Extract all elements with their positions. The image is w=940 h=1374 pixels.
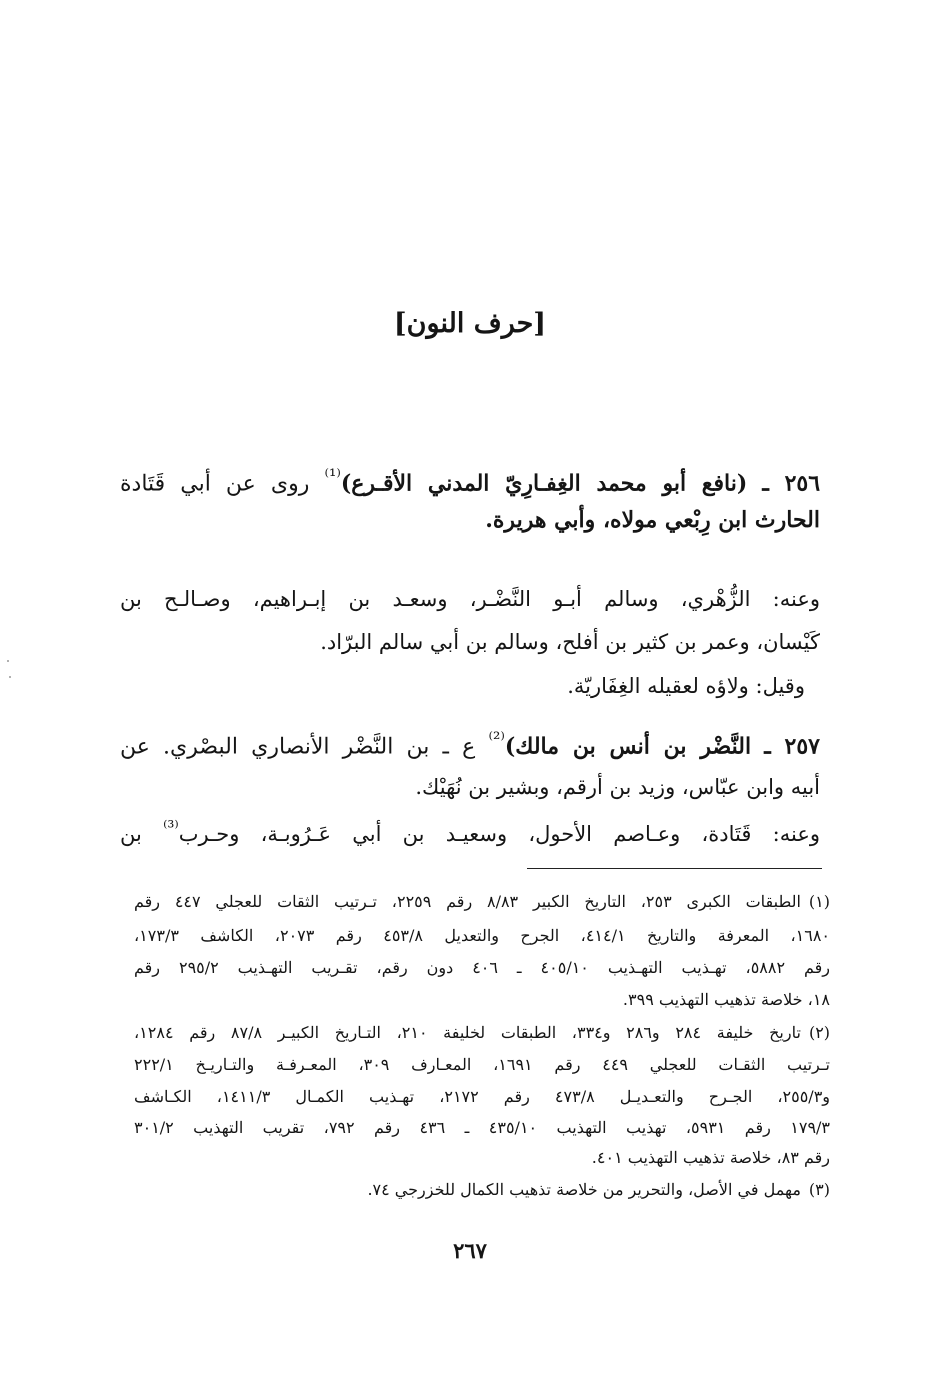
footnote-2-line-5: رقم ٨٣، خلاصة تذهيب التهذيب ٤٠١. [591, 1148, 830, 1167]
footnote-1-line-3: رقم ٥٨٨٢، تهـذيب التهـذيب ٤٠٥/١٠ ـ ٤٠٦ دون رقم، تقـريب التهـذيب ٢٩٥/٢ رقم [134, 958, 831, 977]
footnote-1-mark: (١) [808, 892, 831, 911]
entry-256-name: (نافع أبو محمد الغِفـارِيّ المدني الأقـرع) [340, 470, 748, 497]
footnote-2-mark: (٢) [808, 1023, 831, 1042]
footnote-separator [527, 868, 822, 869]
scan-speck [7, 660, 9, 662]
scan-speck [9, 676, 11, 678]
entry-256-line-5: وقيل: ولاؤه لعقيله الغِفَاريّة. [567, 674, 805, 698]
entry-256-text: روى عن أبي قَتَادة [120, 471, 310, 497]
entry-256-line-1 [120, 466, 820, 496]
entry-256-number: ٢٥٦ ـ [762, 470, 821, 497]
entry-257-line-3-text: وعنه: قَتَادة، وعـاصم الأحول، وسعيـد بن أبي عَـرُوبـة، وحـرب [178, 822, 820, 846]
entry-257-line-3-end: بن [120, 822, 142, 846]
footnote-ref-3: ⁽³⁾ [163, 818, 179, 838]
footnote-2-text-1: تاريخ خليفة ٢٨٤ و٢٨٦ و٣٣٤، الطبقات لخليفة ٢١٠، التـاريخ الكبيـر ٨٧/٨ رقم ١٢٨٤، [134, 1023, 801, 1042]
footnote-3-text-1: مهمل في الأصل، والتحرير من خلاصة تذهيب الكمال للخزرجي ٧٤. [367, 1180, 801, 1199]
entry-256-line-2: الحارث ابن رِبْعي مولاه، وأبي هريرة. [485, 507, 820, 533]
footnote-ref-1: ⁽¹⁾ [324, 466, 341, 487]
entry-257-line-1 [120, 729, 820, 759]
footnote-2-line-4: ١٧٩/٣ رقم ٥٩٣١، تهذيب التهذيب ٤٣٥/١٠ ـ ٤٣٦ رقم ٧٩٢، تقريب التهذيب ٣٠١/٢ [134, 1118, 831, 1137]
footnote-1-line-4: ١٨، خلاصة تذهيب التهذيب ٣٩٩. [622, 990, 830, 1009]
footnote-2-line-2: تـرتيب الثقـات للعجلي ٤٤٩ رقم ١٦٩١، المعـارف ٣٠٩، المعـرفـة والتـاريـخ ٢٢٢/١ [134, 1055, 830, 1074]
entry-257-line-2: أبيه وابن عبّاس، وزيد بن أرقم، وبشير بن نُهَيْك. [415, 775, 820, 799]
footnote-1-line-1 [134, 892, 830, 911]
entry-257-name: النَّضْر بن أنس بن مالك) [504, 733, 752, 760]
footnote-3-line-1 [134, 1180, 830, 1199]
footnote-2-line-1 [134, 1023, 830, 1042]
footnote-2-line-3: و٢٥٥/٣، الجـرح والتعـديـل ٤٧٣/٨ رقم ٢١٧٢، تهـذيب الكمـال ١٤١١/٣، الكـاشف [134, 1087, 831, 1106]
entry-257-line-3 [120, 818, 820, 846]
entry-257-number: ٢٥٧ ـ [764, 733, 820, 760]
footnote-1-text-1: الطبقات الكبرى ٢٥٣، التاريخ الكبير ٨/٨٣ رقم ٢٢٥٩، تـرتيب الثقات للعجلي ٤٤٧ رقم [134, 892, 801, 911]
page-number: ٢٦٧ [453, 1238, 487, 1263]
chapter-heading: [حرف النون] [393, 308, 547, 339]
entry-257-text: ع ـ بن النَّضْر الأنصاري البصْري. عن [120, 734, 476, 760]
entry-256-line-3: وعنه: الزُّهْري، وسالم أبـو النَّضْـر، وسعـد بن إبـراهيم، وصـالـح بن [120, 587, 820, 611]
footnote-1-line-2: ١٦٨٠، المعرفة والتاريخ ٤١٤/١، الجرح والتعديل ٤٥٣/٨ رقم ٢٠٧٣، الكاشف ١٧٣/٣، [134, 926, 830, 945]
footnote-3-mark: (٣) [808, 1180, 830, 1199]
entry-256-line-4: كَيْسان، وعمر بن كثير بن أفلح، وسالم بن أبي سالم البرّاد. [320, 630, 820, 654]
footnote-ref-2: ⁽²⁾ [488, 729, 505, 750]
